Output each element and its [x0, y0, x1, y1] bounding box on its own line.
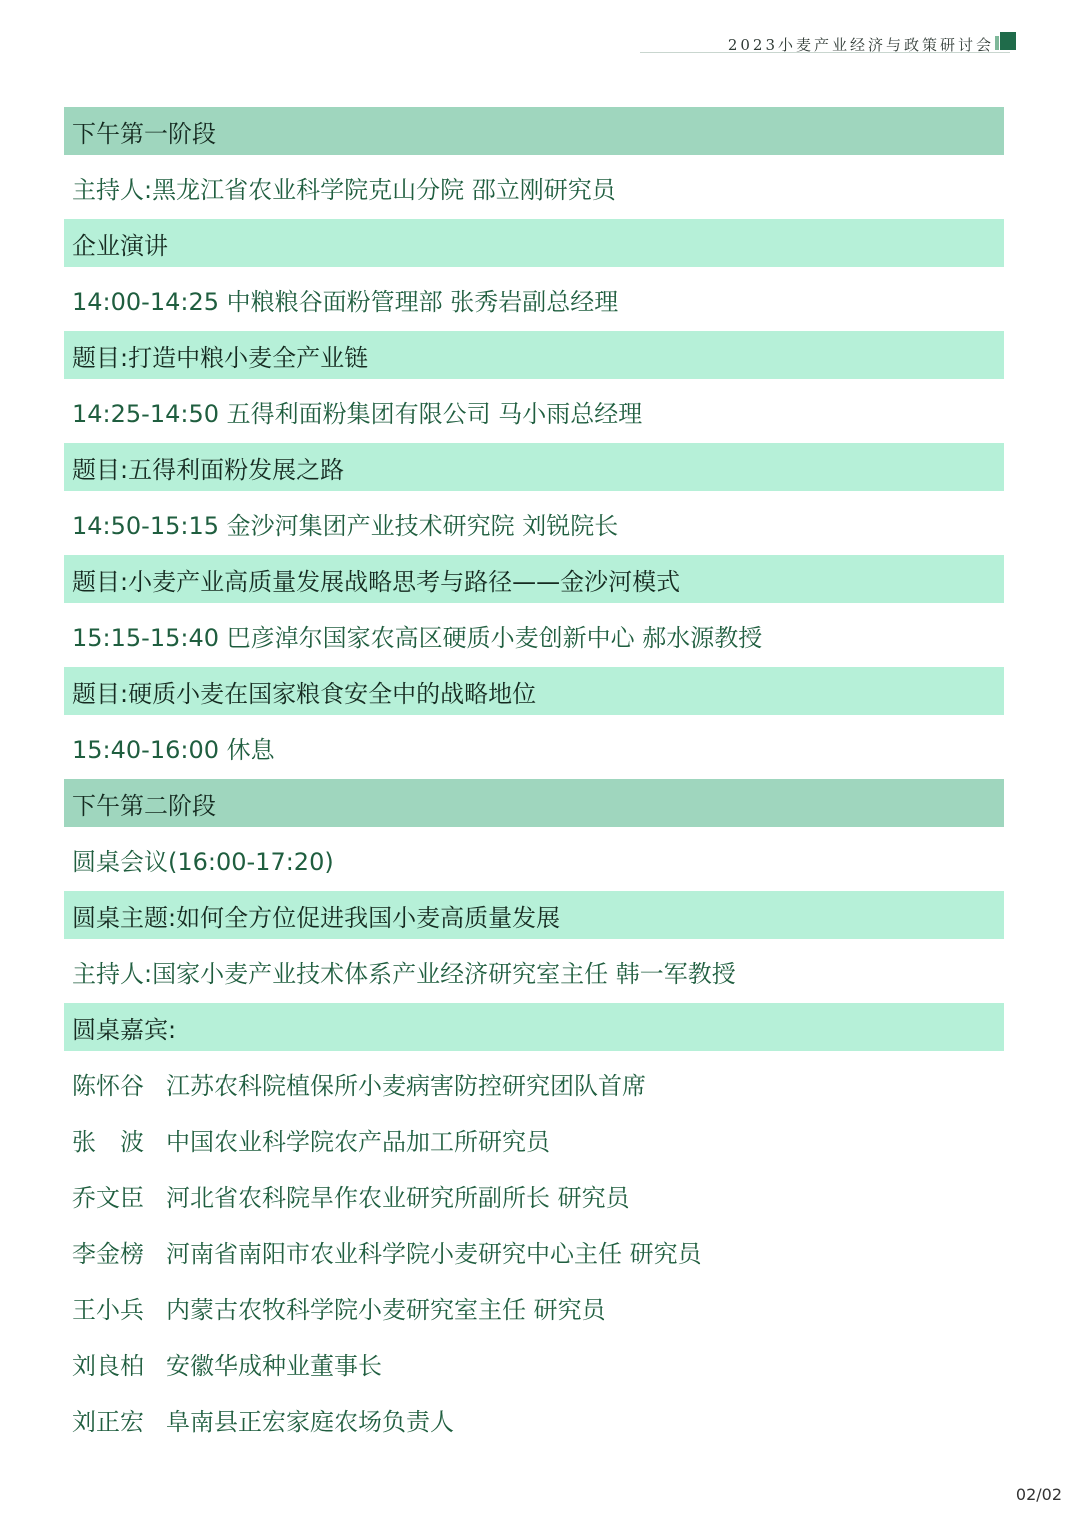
talk4-topic: 题目:硬质小麦在国家粮食安全中的战略地位 — [64, 667, 1004, 715]
talk2-topic: 题目:五得利面粉发展之路 — [64, 443, 1004, 491]
agenda-list — [64, 107, 1004, 1451]
guest-name: 刘正宏 — [72, 1407, 144, 1436]
guest-title: 阜南县正宏家庭农场负责人 — [166, 1407, 454, 1436]
guest-row — [64, 1395, 1004, 1443]
guest-name: 刘良柏 — [72, 1351, 144, 1380]
talk3-topic: 题目:小麦产业高质量发展战略思考与路径——金沙河模式 — [64, 555, 1004, 603]
talk2-time: 14:25-14:50 五得利面粉集团有限公司 马小雨总经理 — [72, 399, 643, 428]
talk1-topic: 题目:打造中粮小麦全产业链 — [64, 331, 1004, 379]
guest-title: 河北省农科院旱作农业研究所副所长 研究员 — [166, 1183, 630, 1212]
talk1-time: 14:00-14:25 中粮粮谷面粉管理部 张秀岩副总经理 — [72, 287, 619, 316]
guest-name: 张 波 — [72, 1127, 144, 1156]
guest-name: 李金榜 — [72, 1239, 144, 1268]
guest-name: 陈怀谷 — [72, 1071, 144, 1100]
stage2-title: 下午第二阶段 — [64, 779, 1004, 827]
roundtable-theme: 圆桌主题:如何全方位促进我国小麦高质量发展 — [64, 891, 1004, 939]
stage1-host: 主持人:黑龙江省农业科学院克山分院 邵立刚研究员 — [72, 175, 616, 204]
guest-row — [64, 1171, 1004, 1219]
page-number: 02/02 — [1015, 1485, 1062, 1504]
guest-title: 中国农业科学院农产品加工所研究员 — [166, 1127, 550, 1156]
header-title: 2023小麦产业经济与政策研讨会 — [727, 36, 994, 54]
talk4-time: 15:15-15:40 巴彦淖尔国家农高区硬质小麦创新中心 郝水源教授 — [72, 623, 763, 652]
page-header — [640, 32, 1020, 56]
guest-row — [64, 1339, 1004, 1387]
break-time: 15:40-16:00 休息 — [72, 735, 275, 764]
guest-row — [64, 1115, 1004, 1163]
guest-row — [64, 1059, 1004, 1107]
guest-title: 河南省南阳市农业科学院小麦研究中心主任 研究员 — [166, 1239, 702, 1268]
guest-title: 内蒙古农牧科学院小麦研究室主任 研究员 — [166, 1295, 606, 1324]
guest-name: 王小兵 — [72, 1295, 144, 1324]
talk3-time: 14:50-15:15 金沙河集团产业技术研究院 刘锐院长 — [72, 511, 619, 540]
stage1-title: 下午第一阶段 — [64, 107, 1004, 155]
guest-name: 乔文臣 — [72, 1183, 144, 1212]
roundtable-host: 主持人:国家小麦产业技术体系产业经济研究室主任 韩一军教授 — [72, 959, 736, 988]
guests-title: 圆桌嘉宾: — [64, 1003, 1004, 1051]
guest-row — [64, 1227, 1004, 1275]
guest-row — [64, 1283, 1004, 1331]
guest-title: 安徽华成种业董事长 — [166, 1351, 382, 1380]
enterprise-title: 企业演讲 — [64, 219, 1004, 267]
roundtable-time: 圆桌会议(16:00-17:20) — [72, 847, 334, 876]
header-logo-mark — [1000, 32, 1016, 50]
guest-title: 江苏农科院植保所小麦病害防控研究团队首席 — [166, 1071, 646, 1100]
